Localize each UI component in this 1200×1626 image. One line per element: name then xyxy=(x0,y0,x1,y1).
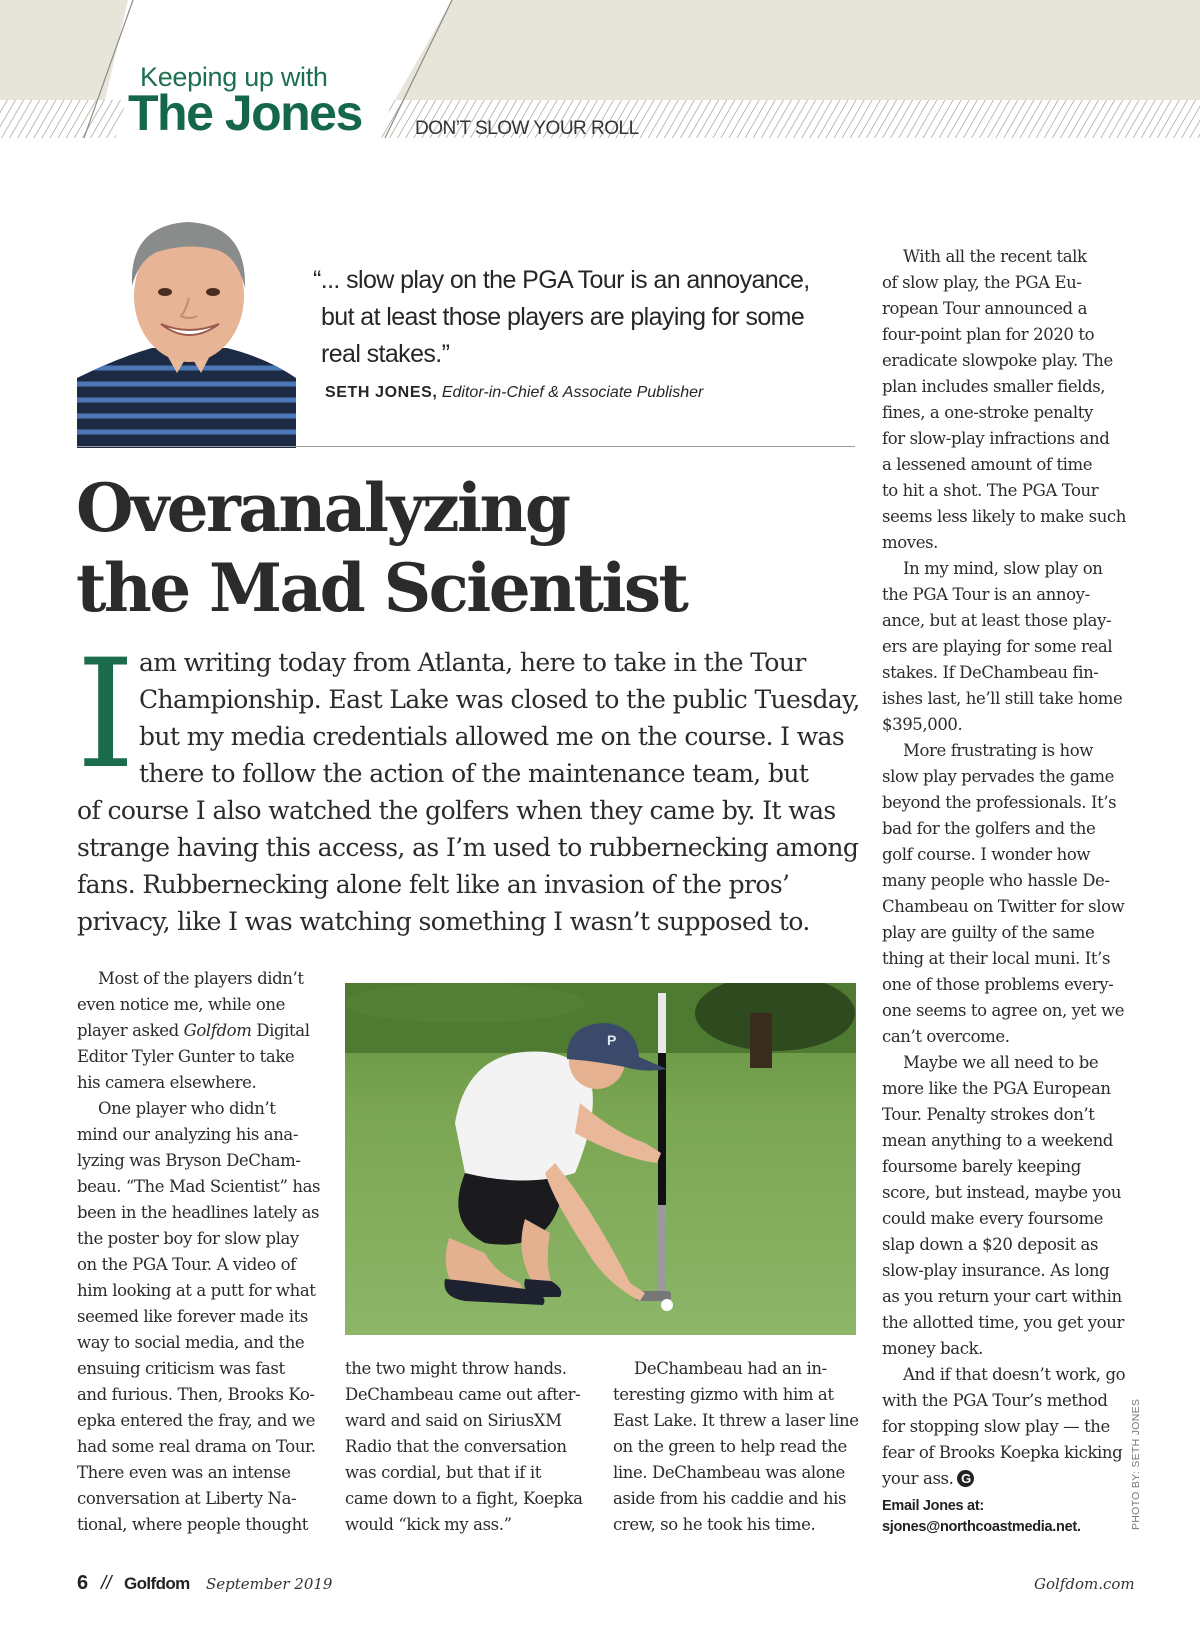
article-headline xyxy=(76,468,836,628)
issue-theme: DON’T SLOW YOUR ROLL xyxy=(415,118,639,139)
column4-line: slow play pervades the game xyxy=(882,767,1114,786)
column4-line: Tour. Penalty strokes don’t xyxy=(882,1105,1095,1124)
column3-line: line. DeChambeau was alone xyxy=(613,1463,845,1482)
photo-credit: PHOTO BY: SETH JONES xyxy=(1130,1398,1142,1530)
column2-line: ward and said on SiriusXM xyxy=(345,1411,562,1430)
section-divider xyxy=(77,446,855,447)
column1-line: Editor Tyler Gunter to take xyxy=(77,1047,295,1066)
golfdom-end-mark-icon: G xyxy=(957,1470,974,1487)
column2-line: would “kick my ass.” xyxy=(345,1515,512,1534)
column4-line: more like the PGA European xyxy=(882,1079,1111,1098)
column4-line: to hit a shot. The PGA Tour xyxy=(882,481,1099,500)
column4-line: thing at their local muni. It’s xyxy=(882,949,1111,968)
column4-line: of slow play, the PGA Eu- xyxy=(882,273,1082,292)
svg-text:P: P xyxy=(607,1032,617,1048)
column4-line: Maybe we all need to be xyxy=(903,1053,1099,1072)
column1-line: ensuing criticism was fast xyxy=(77,1359,285,1378)
headline-line: the Mad Scientist xyxy=(76,549,687,627)
column4-line: fear of Brooks Koepka kicking xyxy=(882,1443,1123,1462)
column4-line: money back. xyxy=(882,1339,984,1358)
contact-email[interactable]: sjones@northcoastmedia.net. xyxy=(882,1519,1081,1535)
contact-label: Email Jones at: xyxy=(882,1498,984,1514)
column1-line: Most of the players didn’t xyxy=(98,969,304,988)
column4-line: And if that doesn’t work, go xyxy=(903,1365,1126,1384)
column2-line: was cordial, but that if it xyxy=(345,1463,541,1482)
column4-line: with the PGA Tour’s method xyxy=(882,1391,1108,1410)
golfer-photo xyxy=(345,983,856,1335)
column-kicker: Keeping up with xyxy=(140,62,328,92)
byline xyxy=(325,384,703,402)
column1-line: his camera elsewhere. xyxy=(77,1073,257,1092)
column1-line: even notice me, while one xyxy=(77,995,285,1014)
column4-line: moves. xyxy=(882,533,938,552)
column1-line: conversation at Liberty Na- xyxy=(77,1489,297,1508)
column3-line: on the green to help read the xyxy=(613,1437,847,1456)
headline-line: Overanalyzing xyxy=(76,469,569,547)
column4-line: slow-play insurance. As long xyxy=(882,1261,1110,1280)
issue-date: September 2019 xyxy=(206,1575,333,1593)
column1-text: Digital xyxy=(256,1021,310,1040)
lede-line: Championship. East Lake was closed to the public Tuesday, xyxy=(139,685,860,714)
column4-line: foursome barely keeping xyxy=(882,1157,1081,1176)
column2-line: the two might throw hands. xyxy=(345,1359,567,1378)
lede-line: strange having this access, as I’m used to rubbernecking among xyxy=(77,833,859,862)
column4-line: In my mind, slow play on xyxy=(903,559,1103,578)
column4-line: mean anything to a weekend xyxy=(882,1131,1113,1150)
column1-line: had some real drama on Tour. xyxy=(77,1437,316,1456)
column4-line: one seems to agree on, yet we xyxy=(882,1001,1125,1020)
column1-line: on the PGA Tour. A video of xyxy=(77,1255,296,1274)
column1-text: player asked xyxy=(77,1021,179,1040)
column4-line: for stopping slow play — the xyxy=(882,1417,1110,1436)
column4-line: many people who hassle De- xyxy=(882,871,1110,890)
magazine-name: Golfdom xyxy=(124,1574,190,1593)
masthead xyxy=(0,0,1200,140)
column1-line: the poster boy for slow play xyxy=(77,1229,299,1248)
column3-line: East Lake. It threw a laser line xyxy=(613,1411,859,1430)
column4-text: your ass. xyxy=(882,1469,954,1488)
column1-line: lyzing was Bryson DeCham- xyxy=(77,1151,301,1170)
column4-line: golf course. I wonder how xyxy=(882,845,1091,864)
column4-line: ropean Tour announced a xyxy=(882,299,1088,318)
column4-line: play are guilty of the same xyxy=(882,923,1095,942)
column4-line: $395,000. xyxy=(882,715,963,734)
column4-line: can’t overcome. xyxy=(882,1027,1010,1046)
column4-line: one of those problems every- xyxy=(882,975,1114,994)
lede-line: am writing today from Atlanta, here to take in the Tour xyxy=(139,648,806,677)
column2-line: came down to a fight, Koepka xyxy=(345,1489,583,1508)
column1-line: him looking at a putt for what xyxy=(77,1281,316,1300)
column4-line: eradicate slowpoke play. The xyxy=(882,351,1113,370)
author-headshot xyxy=(77,208,296,448)
lede-line: there to follow the action of the maintenance team, but xyxy=(139,759,809,788)
column3-line: crew, so he took his time. xyxy=(613,1515,816,1534)
column1-line xyxy=(77,1021,310,1040)
column3-line: DeChambeau had an in- xyxy=(634,1359,827,1378)
column4-line: score, but instead, maybe you xyxy=(882,1183,1122,1202)
column4-line: for slow-play infractions and xyxy=(882,429,1110,448)
website-link[interactable]: Golfdom.com xyxy=(1034,1575,1135,1593)
author-role: Editor-in-Chief & Associate Publisher xyxy=(441,384,704,401)
column1-line: mind our analyzing his ana- xyxy=(77,1125,299,1144)
column4-line: Chambeau on Twitter for slow xyxy=(882,897,1125,916)
column1-line: There even was an intense xyxy=(77,1463,291,1482)
column4-line: the PGA Tour is an annoy- xyxy=(882,585,1090,604)
page-number: 6 xyxy=(77,1572,89,1594)
column4-line: bad for the golfers and the xyxy=(882,819,1096,838)
column1-line: tional, where people thought xyxy=(77,1515,309,1534)
column3-line: teresting gizmo with him at xyxy=(613,1385,834,1404)
column1-line: seemed like forever made its xyxy=(77,1307,308,1326)
drop-cap: I xyxy=(76,628,136,802)
column1-line: been in the headlines lately as xyxy=(77,1203,320,1222)
column4-line: a lessened amount of time xyxy=(882,455,1093,474)
column-title: The Jones xyxy=(128,85,362,140)
column4-line: the allotted time, you get your xyxy=(882,1313,1124,1332)
lede-line: of course I also watched the golfers when they came by. It was xyxy=(77,796,836,825)
column1-line: epka entered the fray, and we xyxy=(77,1411,315,1430)
column1-line: One player who didn’t xyxy=(98,1099,276,1118)
column4-line xyxy=(882,1469,974,1488)
magazine-name-italic: Golfdom xyxy=(183,1021,252,1040)
author-name: SETH JONES, xyxy=(325,384,438,401)
column4-line: With all the recent talk xyxy=(903,247,1087,266)
pull-quote xyxy=(313,262,833,373)
folio-separator: // xyxy=(101,1573,112,1594)
column4-line: ers are playing for some real xyxy=(882,637,1113,656)
column2-line: DeChambeau came out after- xyxy=(345,1385,581,1404)
column4-line: ishes last, he’ll still take home xyxy=(882,689,1123,708)
column4-line: as you return your cart within xyxy=(882,1287,1122,1306)
column4-line: could make every foursome xyxy=(882,1209,1104,1228)
column4-line: seems less likely to make such xyxy=(882,507,1126,526)
column4-line: beyond the professionals. It’s xyxy=(882,793,1117,812)
column4-line: stakes. If DeChambeau fin- xyxy=(882,663,1099,682)
column4-line: plan includes smaller fields, xyxy=(882,377,1106,396)
column1-line: and furious. Then, Brooks Ko- xyxy=(77,1385,315,1404)
column4-line: slap down a $20 deposit as xyxy=(882,1235,1099,1254)
column1-line: way to social media, and the xyxy=(77,1333,305,1352)
lede-line: privacy, like I was watching something I wasn’t supposed to. xyxy=(77,907,810,936)
column4-line: ance, but at least those play- xyxy=(882,611,1112,630)
column2-line: Radio that the conversation xyxy=(345,1437,567,1456)
lede-line: but my media credentials allowed me on the course. I was xyxy=(139,722,845,751)
pull-quote-text: “... slow play on the PGA Tour is an annoyance, but at least those players are playing for some real stakes.” xyxy=(313,266,810,368)
column4-line: four-point plan for 2020 to xyxy=(882,325,1095,344)
lede-line: fans. Rubbernecking alone felt like an invasion of the pros’ xyxy=(77,870,790,899)
column4-line: fines, a one-stroke penalty xyxy=(882,403,1093,422)
column1-line: beau. “The Mad Scientist” has xyxy=(77,1177,321,1196)
column4-line: More frustrating is how xyxy=(903,741,1093,760)
column3-line: aside from his caddie and his xyxy=(613,1489,847,1508)
